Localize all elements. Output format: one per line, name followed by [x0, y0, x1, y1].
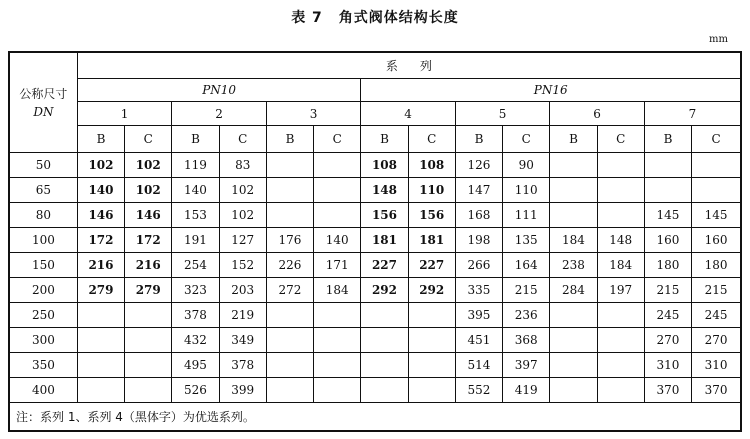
value-cell: 168 — [455, 203, 502, 228]
value-cell: 270 — [692, 328, 741, 353]
value-cell: 146 — [125, 203, 172, 228]
value-cell: 451 — [455, 328, 502, 353]
value-cell — [125, 378, 172, 403]
column-header-b: B — [266, 126, 313, 153]
value-cell: 216 — [125, 253, 172, 278]
table-row — [9, 203, 741, 228]
value-cell: 254 — [172, 253, 219, 278]
column-header-c: C — [597, 126, 644, 153]
value-cell: 378 — [172, 303, 219, 328]
value-cell — [408, 378, 455, 403]
value-cell — [314, 378, 361, 403]
column-header-c: C — [692, 126, 741, 153]
value-cell — [314, 303, 361, 328]
value-cell: 108 — [361, 153, 408, 178]
value-cell: 284 — [550, 278, 597, 303]
value-cell — [266, 178, 313, 203]
value-cell: 238 — [550, 253, 597, 278]
value-cell: 395 — [455, 303, 502, 328]
value-cell: 110 — [408, 178, 455, 203]
value-cell — [408, 303, 455, 328]
pn16-header: PN16 — [361, 79, 741, 102]
value-cell: 171 — [314, 253, 361, 278]
table-row — [9, 253, 741, 278]
value-cell: 203 — [219, 278, 266, 303]
value-cell: 180 — [644, 253, 691, 278]
value-cell: 135 — [503, 228, 550, 253]
value-cell: 126 — [455, 153, 502, 178]
value-cell: 127 — [219, 228, 266, 253]
value-cell — [125, 328, 172, 353]
value-cell: 227 — [361, 253, 408, 278]
valve-length-table — [8, 51, 742, 432]
table-row — [9, 303, 741, 328]
value-cell: 148 — [597, 228, 644, 253]
value-cell: 215 — [692, 278, 741, 303]
value-cell: 552 — [455, 378, 502, 403]
value-cell — [550, 203, 597, 228]
value-cell: 102 — [219, 203, 266, 228]
value-cell: 266 — [455, 253, 502, 278]
value-cell: 152 — [219, 253, 266, 278]
value-cell: 514 — [455, 353, 502, 378]
value-cell: 310 — [644, 353, 691, 378]
dn-cell: 200 — [9, 278, 77, 303]
value-cell: 279 — [77, 278, 124, 303]
value-cell: 292 — [361, 278, 408, 303]
value-cell: 145 — [644, 203, 691, 228]
series-header-2: 2 — [172, 102, 267, 126]
value-cell: 526 — [172, 378, 219, 403]
value-cell — [597, 178, 644, 203]
value-cell: 153 — [172, 203, 219, 228]
dn-cell: 400 — [9, 378, 77, 403]
value-cell — [408, 328, 455, 353]
table-title — [0, 7, 750, 27]
value-cell: 368 — [503, 328, 550, 353]
value-cell — [266, 378, 313, 403]
table-row — [9, 153, 741, 178]
value-cell: 147 — [455, 178, 502, 203]
value-cell — [361, 303, 408, 328]
column-header-b: B — [455, 126, 502, 153]
size-label: 公称尺寸 — [19, 86, 68, 101]
value-cell: 145 — [692, 203, 741, 228]
value-cell — [77, 328, 124, 353]
value-cell — [597, 153, 644, 178]
value-cell: 172 — [77, 228, 124, 253]
value-cell: 156 — [408, 203, 455, 228]
value-cell: 245 — [692, 303, 741, 328]
dn-cell: 150 — [9, 253, 77, 278]
value-cell: 378 — [219, 353, 266, 378]
value-cell: 160 — [692, 228, 741, 253]
value-cell: 102 — [125, 153, 172, 178]
value-cell: 181 — [408, 228, 455, 253]
series-group-header: 系列 — [77, 52, 741, 79]
value-cell: 399 — [219, 378, 266, 403]
value-cell — [408, 353, 455, 378]
value-cell: 270 — [644, 328, 691, 353]
value-cell: 495 — [172, 353, 219, 378]
value-cell: 226 — [266, 253, 313, 278]
value-cell: 335 — [455, 278, 502, 303]
dn-cell: 300 — [9, 328, 77, 353]
table-row — [9, 328, 741, 353]
value-cell — [314, 328, 361, 353]
dn-header-cell — [9, 52, 77, 153]
value-cell: 216 — [77, 253, 124, 278]
value-cell: 108 — [408, 153, 455, 178]
value-cell — [266, 153, 313, 178]
column-header-b: B — [644, 126, 691, 153]
table-caption: 角式阀体结构长度 — [338, 10, 459, 26]
value-cell: 197 — [597, 278, 644, 303]
value-cell: 140 — [314, 228, 361, 253]
dn-cell: 350 — [9, 353, 77, 378]
value-cell — [361, 353, 408, 378]
value-cell: 370 — [644, 378, 691, 403]
table-number: 表 7 — [291, 10, 323, 26]
series-header-3: 3 — [266, 102, 361, 126]
note-row — [9, 403, 741, 432]
value-cell — [644, 178, 691, 203]
value-cell: 111 — [503, 203, 550, 228]
column-header-c: C — [125, 126, 172, 153]
value-cell — [597, 378, 644, 403]
value-cell — [597, 353, 644, 378]
value-cell: 176 — [266, 228, 313, 253]
value-cell — [550, 303, 597, 328]
table-row — [9, 353, 741, 378]
value-cell: 119 — [172, 153, 219, 178]
value-cell — [361, 328, 408, 353]
value-cell — [314, 353, 361, 378]
unit-label: mm — [709, 34, 728, 45]
series-header-4: 4 — [361, 102, 456, 126]
value-cell: 245 — [644, 303, 691, 328]
value-cell: 172 — [125, 228, 172, 253]
pn10-header: PN10 — [77, 79, 361, 102]
value-cell — [644, 153, 691, 178]
table-row — [9, 378, 741, 403]
table-row — [9, 178, 741, 203]
value-cell: 227 — [408, 253, 455, 278]
value-cell: 432 — [172, 328, 219, 353]
value-cell: 349 — [219, 328, 266, 353]
value-cell: 181 — [361, 228, 408, 253]
column-header-b: B — [361, 126, 408, 153]
value-cell: 102 — [77, 153, 124, 178]
value-cell — [361, 378, 408, 403]
value-cell — [77, 353, 124, 378]
table-note: 注：系列 1、系列 4（黑体字）为优选系列。 — [9, 403, 741, 432]
value-cell — [266, 303, 313, 328]
table-row — [9, 228, 741, 253]
value-cell — [266, 328, 313, 353]
series-header-1: 1 — [77, 102, 172, 126]
value-cell: 215 — [503, 278, 550, 303]
value-cell: 148 — [361, 178, 408, 203]
series-header-7: 7 — [644, 102, 741, 126]
dn-cell: 100 — [9, 228, 77, 253]
dn-cell: 65 — [9, 178, 77, 203]
value-cell: 90 — [503, 153, 550, 178]
value-cell: 236 — [503, 303, 550, 328]
value-cell: 110 — [503, 178, 550, 203]
value-cell — [550, 378, 597, 403]
value-cell: 184 — [314, 278, 361, 303]
value-cell — [550, 178, 597, 203]
value-cell: 191 — [172, 228, 219, 253]
column-header-b: B — [172, 126, 219, 153]
table-row — [9, 278, 741, 303]
value-cell: 164 — [503, 253, 550, 278]
value-cell — [314, 178, 361, 203]
value-cell: 419 — [503, 378, 550, 403]
column-header-b: B — [77, 126, 124, 153]
value-cell: 140 — [77, 178, 124, 203]
value-cell — [550, 153, 597, 178]
value-cell: 184 — [597, 253, 644, 278]
column-header-c: C — [219, 126, 266, 153]
value-cell — [597, 303, 644, 328]
value-cell: 102 — [125, 178, 172, 203]
value-cell: 198 — [455, 228, 502, 253]
column-header-c: C — [408, 126, 455, 153]
column-header-c: C — [503, 126, 550, 153]
value-cell: 146 — [77, 203, 124, 228]
value-cell: 156 — [361, 203, 408, 228]
value-cell: 272 — [266, 278, 313, 303]
value-cell: 140 — [172, 178, 219, 203]
value-cell — [692, 153, 741, 178]
column-header-c: C — [314, 126, 361, 153]
dn-label: DN — [33, 104, 54, 119]
value-cell: 215 — [644, 278, 691, 303]
value-cell: 219 — [219, 303, 266, 328]
value-cell — [550, 353, 597, 378]
dn-cell: 50 — [9, 153, 77, 178]
value-cell: 102 — [219, 178, 266, 203]
dn-cell: 250 — [9, 303, 77, 328]
value-cell — [314, 153, 361, 178]
value-cell: 370 — [692, 378, 741, 403]
value-cell — [692, 178, 741, 203]
value-cell: 160 — [644, 228, 691, 253]
dn-cell: 80 — [9, 203, 77, 228]
value-cell: 310 — [692, 353, 741, 378]
value-cell — [77, 303, 124, 328]
value-cell — [125, 353, 172, 378]
value-cell: 397 — [503, 353, 550, 378]
value-cell — [125, 303, 172, 328]
series-header-5: 5 — [455, 102, 550, 126]
value-cell: 83 — [219, 153, 266, 178]
series-header-6: 6 — [550, 102, 645, 126]
value-cell — [266, 203, 313, 228]
value-cell — [597, 328, 644, 353]
value-cell: 184 — [550, 228, 597, 253]
value-cell: 292 — [408, 278, 455, 303]
value-cell: 279 — [125, 278, 172, 303]
value-cell — [597, 203, 644, 228]
value-cell — [266, 353, 313, 378]
value-cell: 180 — [692, 253, 741, 278]
value-cell — [77, 378, 124, 403]
column-header-b: B — [550, 126, 597, 153]
value-cell: 323 — [172, 278, 219, 303]
value-cell — [550, 328, 597, 353]
value-cell — [314, 203, 361, 228]
